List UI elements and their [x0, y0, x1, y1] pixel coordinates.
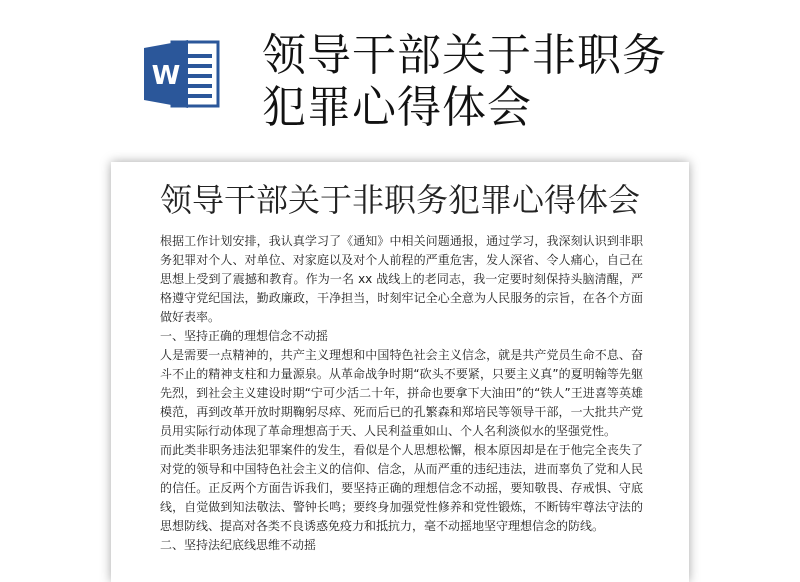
header-title-line-2: 犯罪心得体会: [262, 82, 532, 133]
document-section-heading: 一、坚持正确的理想信念不动摇: [160, 329, 329, 343]
document-paragraph: 根据工作计划安排，我认真学习了《通知》中相关问题通报，通过学习，我深刻认识到非职务犯罪对个人、对单位、对家庭以及对个人前程的严重危害，发人深省、令人痛心，自己在思想上受到了震撼和教育。作为一名 xx 战线上的老同志，我一定要时刻保持头脑清醒，严格遵守党纪国法，勤政廉政，干净担当，时刻牢记全心全意为人民服务的宗旨，在各个方面做好表率。: [160, 234, 643, 324]
header-banner: [0, 0, 800, 150]
document-page: [111, 162, 689, 582]
header-title: [262, 30, 782, 134]
document-paragraph: 人是需要一点精神的，共产主义理想和中国特色社会主义信念，就是共产党员生命不息、奋斗不止的精神支柱和力量源泉。从革命战争时期“砍头不要紧，只要主义真”的夏明翰等先躯先烈，到社会主义建设时期“宁可少活二十年，拼命也要拿下大油田”的“铁人”王进喜等英雄模范，再到改革开放时期鞠躬尽瘁、死而后已的孔繁森和郑培民等领导干部，一大批共产党员用实际行动体现了革命理想高于天、人民利益重如山、个人名利淡似水的坚强党性。: [160, 348, 643, 438]
document-paragraph: 而此类非职务违法犯罪案件的发生，看似是个人思想松懈，根本原因却是在于他完全丧失了对党的领导和中国特色社会主义的信仰、信念，从而严重的违纪违法，进而辜负了党和人民的信任。正反两个方面告诉我们，要坚持正确的理想信念不动摇，要知敬畏、存戒惧、守底线，自觉做到知法敬法、警钟长鸣；要终身加强党性修养和党性锻炼，不断铸牢尊法守法的思想防线、提高对各类不良诱惑免疫力和抵抗力，毫不动摇地坚守理想信念的防线。: [160, 443, 643, 533]
document-title: 领导干部关于非职务犯罪心得体会: [159, 181, 640, 219]
document-section-heading: 二、坚持法纪底线思维不动摇: [160, 538, 317, 552]
word-document-icon: [142, 34, 222, 114]
header-title-line-1: 领导干部关于非职务: [262, 30, 667, 81]
document-body: [160, 232, 643, 555]
word-icon-letter: W: [151, 61, 181, 91]
